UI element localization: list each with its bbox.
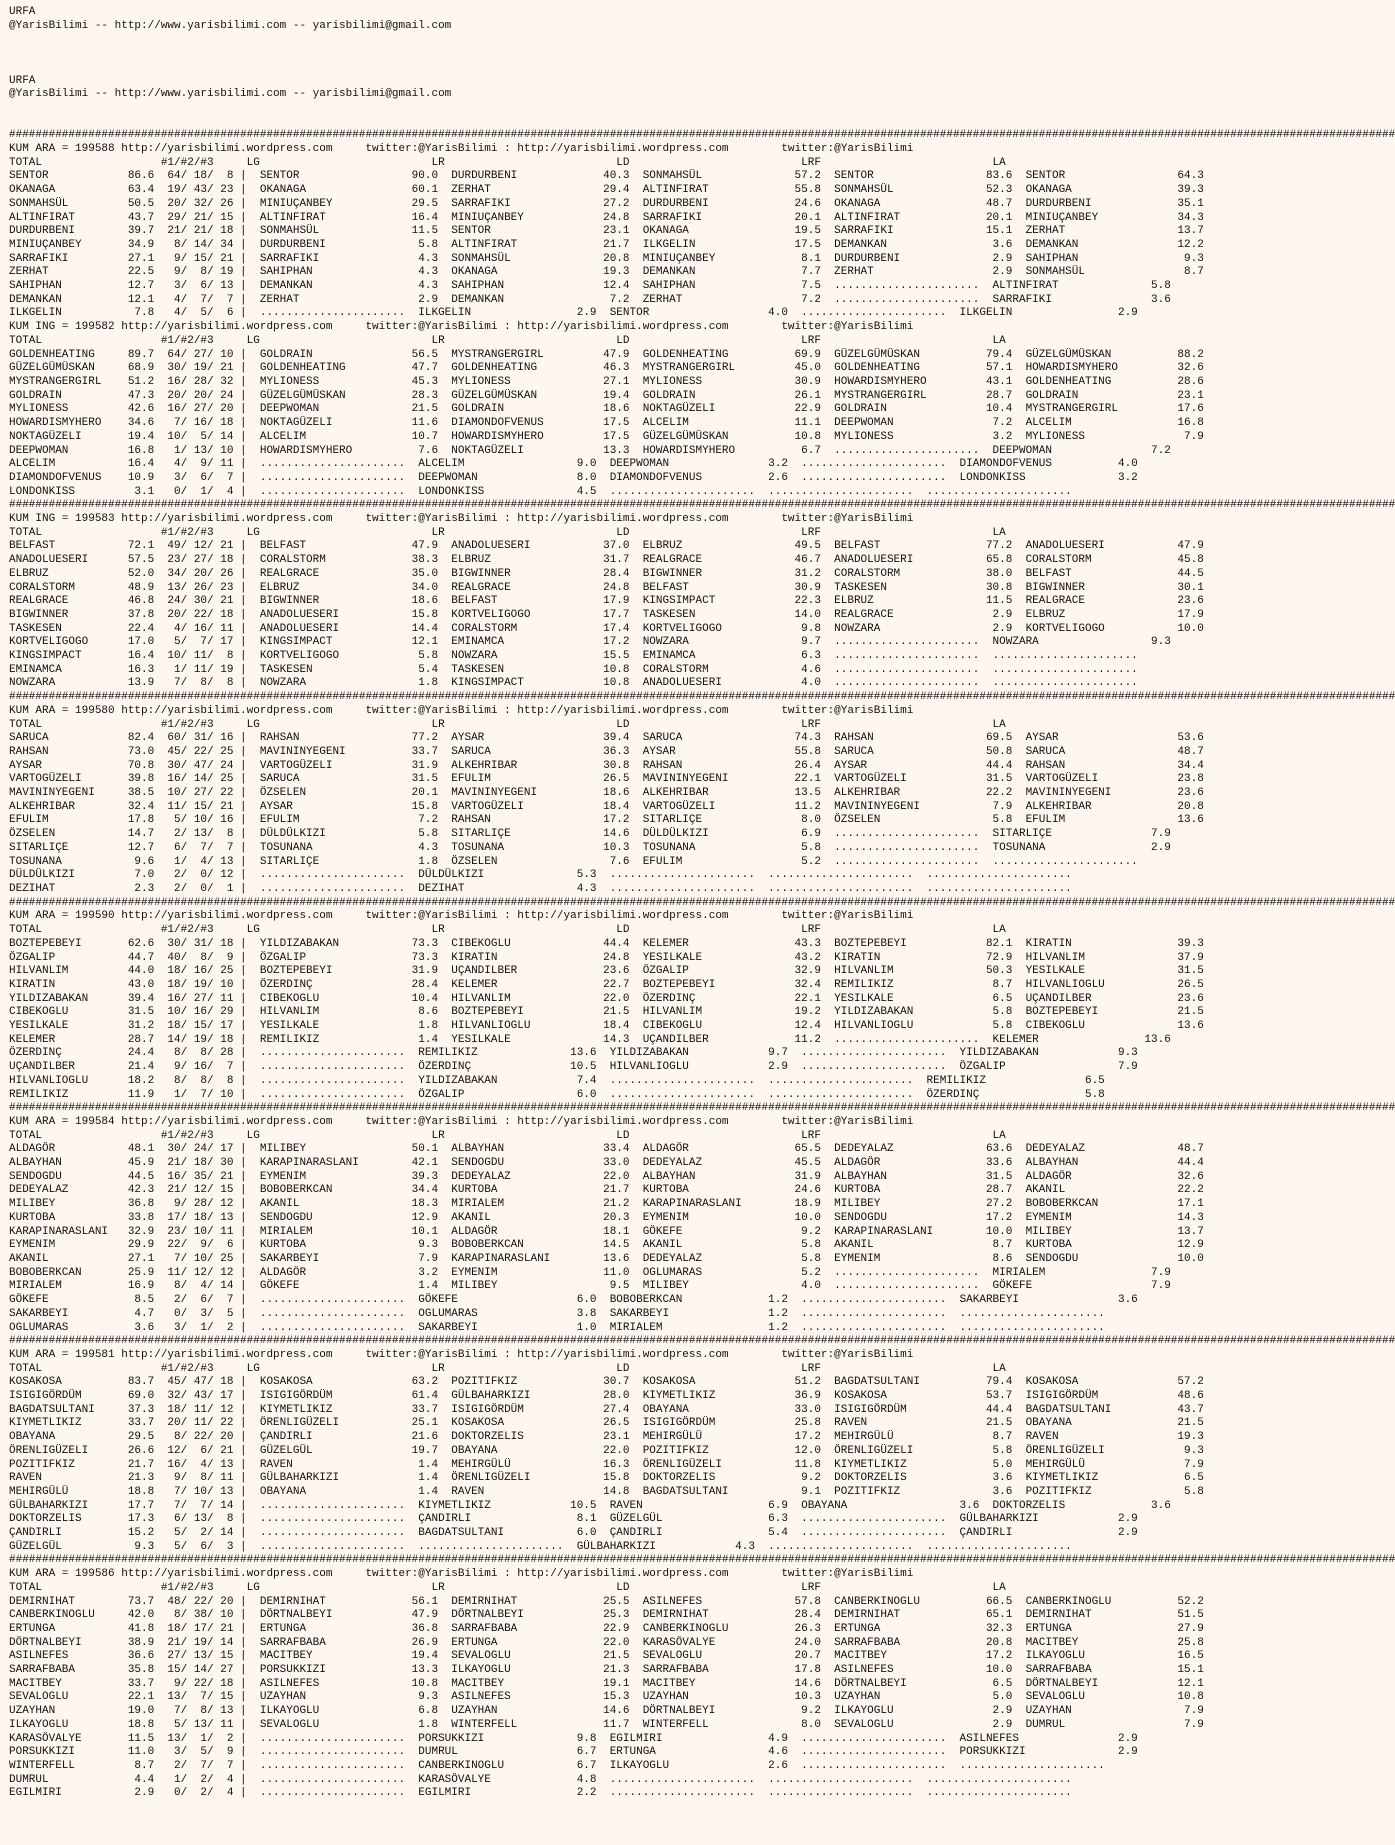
text-line: HILVANLIM 44.0 18/ 16/ 25 | BOZTEPEBEYI 31.9 UÇANDILBER 23.6 ÖZGALIP 32.9 HILVANLIM 50.3 YESILKALE 31.5	[9, 965, 1204, 978]
text-line: YESILKALE 31.2 18/ 15/ 17 | YESILKALE 1.8 HILVANLIOGLU 18.4 CIBEKOGLU 12.4 HILVANLIOGLU 5.8 CIBEKOGLU 13.6	[9, 1020, 1204, 1033]
text-line: KELEMER 28.7 14/ 19/ 18 | REMILIKIZ 1.4 YESILKALE 14.3 UÇANDILBER 11.2 ...................... KELEMER 13.6	[9, 1033, 1171, 1046]
text-line: MEHIRGÜLÜ 18.8 7/ 10/ 13 | OBAYANA 1.4 RAVEN 14.8 BAGDATSULTANI 9.1 POZITIFKIZ 3.6 POZITIFKIZ 5.8	[9, 1485, 1204, 1498]
text-line: KURTOBA 33.8 17/ 18/ 13 | SENDOGDU 12.9 AKANIL 20.3 EYMENIM 10.0 SENDOGDU 17.2 EYMENIM 14.3	[9, 1211, 1204, 1224]
text-line: KIRATIN 43.0 18/ 19/ 10 | ÖZERDINÇ 28.4 KELEMER 22.7 BOZTEPEBEYI 32.4 REMILIKIZ 8.7 HILVANLIOGLU 26.5	[9, 978, 1204, 991]
text-line: AKANIL 27.1 7/ 10/ 25 | SAKARBEYI 7.9 KARAPINARASLANI 13.6 DEDEYALAZ 5.8 EYMENIM 8.6 SENDOGDU 10.0	[9, 1252, 1204, 1265]
text-line: GOLDENHEATING 89.7 64/ 27/ 10 | GOLDRAIN 56.5 MYSTRANGERGIRL 47.9 GOLDENHEATING 69.9 GÜZELGÜMÜSKAN 79.4 GÜZELGÜMÜSKAN 88.2	[9, 348, 1204, 361]
column-header-line: TOTAL #1/#2/#3 LG LR LD LRF LA	[9, 1362, 1006, 1375]
race-header-line: KUM ARA = 199584 http://yarisbilimi.wordpress.com twitter:@YarisBilimi : http://yarisbilimi.wordpress.com twitter:@YarisBilimi	[9, 1115, 914, 1128]
text-line: UZAYHAN 19.0 7/ 8/ 13 | ILKAYOGLU 6.8 UZAYHAN 14.6 DÖRTNALBEYI 9.2 ILKAYOGLU 2.9 UZAYHAN 7.9	[9, 1705, 1204, 1718]
race-header-line: KUM ING = 199582 http://yarisbilimi.wordpress.com twitter:@YarisBilimi : http://yarisbilimi.wordpress.com twitter:@YarisBilimi	[9, 321, 914, 334]
text-line: TOSUNANA 9.6 1/ 4/ 13 | SITARLIÇE 1.8 ÖZSELEN 7.6 EFULIM 5.2 ...................... ......................	[9, 855, 1138, 868]
blank-line	[9, 61, 1080, 75]
text-line: BOBOBERKCAN 25.9 11/ 12/ 12 | ALDAGÖR 3.2 EYMENIM 11.0 OGLUMARAS 5.2 ...................... MIRIALEM 7.9	[9, 1266, 1171, 1279]
text-line: GOLDRAIN 47.3 20/ 20/ 24 | GÜZELGÜMÜSKAN 28.3 GÜZELGÜMÜSKAN 19.4 GOLDRAIN 26.1 MYSTRANGERGIRL 28.7 GOLDRAIN 23.1	[9, 389, 1204, 402]
separator-line: ##################################################################################################################################################################################################################	[9, 129, 1395, 142]
text-line: ALDAGÖR 48.1 30/ 24/ 17 | MILIBEY 50.1 ALBAYHAN 33.4 ALDAGÖR 65.5 DEDEYALAZ 63.6 DEDEYALAZ 48.7	[9, 1143, 1204, 1156]
text-line: DIAMONDOFVENUS 10.9 3/ 6/ 7 | ...................... DEEPWOMAN 8.0 DIAMONDOFVENUS 2.6 ...................... LONDONKISS 3.2	[9, 471, 1138, 484]
race-header-line: KUM ARA = 199588 http://yarisbilimi.wordpress.com twitter:@YarisBilimi : http://yarisbilimi.wordpress.com twitter:@YarisBilimi	[9, 143, 914, 156]
text-line: ÖZSELEN 14.7 2/ 13/ 8 | DÜLDÜLKIZI 5.8 SITARLIÇE 14.6 DÜLDÜLKIZI 6.9 ...................... SITARLIÇE 7.9	[9, 828, 1171, 841]
column-header-line: TOTAL #1/#2/#3 LG LR LD LRF LA	[9, 924, 1006, 937]
text-line: KIYMETLIKIZ 33.7 20/ 11/ 22 | ÖRENLIGÜZELI 25.1 KOSAKOSA 26.5 ISIGIGÖRDÜM 25.8 RAVEN 21.5 OBAYANA 21.5	[9, 1417, 1204, 1430]
text-line: ILKAYOGLU 18.8 5/ 13/ 11 | SEVALOGLU 1.8 WINTERFELL 11.7 WINTERFELL 8.0 SEVALOGLU 2.9 DUMRUL 7.9	[9, 1718, 1204, 1731]
text-line: ALCELIM 16.4 4/ 9/ 11 | ...................... ALCELIM 9.0 DEEPWOMAN 3.2 ...................... DIAMONDOFVENUS 4.0	[9, 458, 1138, 471]
text-line: BIGWINNER 37.8 20/ 22/ 18 | ANADOLUESERI 15.8 KORTVELIGOGO 17.7 TASKESEN 14.0 REALGRACE 2.9 ELBRUZ 17.9	[9, 608, 1204, 621]
blank-line	[9, 33, 1080, 47]
text-line: ISIGIGÖRDÜM 69.0 32/ 43/ 17 | ISIGIGÖRDÜM 61.4 GÜLBAHARKIZI 28.0 KIYMETLIKIZ 36.9 KOSAKOSA 53.7 ISIGIGÖRDÜM 48.6	[9, 1390, 1204, 1403]
text-line: EYMENIM 29.9 22/ 9/ 6 | KURTOBA 9.3 BOBOBERKCAN 14.5 AKANIL 5.8 AKANIL 8.7 KURTOBA 12.9	[9, 1239, 1204, 1252]
text-line: MILIBEY 36.8 9/ 28/ 12 | AKANIL 18.3 MIRIALEM 21.2 KARAPINARASLANI 18.9 MILIBEY 27.2 BOBOBERKCAN 17.1	[9, 1198, 1204, 1211]
text-line: ERTUNGA 41.8 18/ 17/ 21 | ERTUNGA 36.8 SARRAFBABA 22.9 CANBERKINOGLU 26.3 ERTUNGA 32.3 ERTUNGA 27.9	[9, 1622, 1204, 1635]
text-line: ZERHAT 22.5 9/ 8/ 19 | SAHIPHAN 4.3 OKANAGA 19.3 DEMANKAN 7.7 ZERHAT 2.9 SONMAHSÜL 8.7	[9, 266, 1204, 279]
text-line: GÜLBAHARKIZI 17.7 7/ 7/ 14 | ...................... KIYMETLIKIZ 10.5 RAVEN 6.9 OBAYANA 3.6 DOKTORZELIS 3.6	[9, 1499, 1171, 1512]
text-line: KARASÖVALYE 11.5 13/ 1/ 2 | ...................... PORSUKKIZI 9.8 EGILMIRI 4.9 ...................... ASILNEFES 2.9	[9, 1732, 1138, 1745]
text-line: DEMANKAN 12.1 4/ 7/ 7 | ZERHAT 2.9 DEMANKAN 7.2 ZERHAT 7.2 ...................... SARRAFIKI 3.6	[9, 293, 1171, 306]
text-line: OKANAGA 63.4 19/ 43/ 23 | OKANAGA 60.1 ZERHAT 29.4 ALTINFIRAT 55.8 SONMAHSÜL 52.3 OKANAGA 39.3	[9, 184, 1204, 197]
text-line: KORTVELIGOGO 17.0 5/ 7/ 17 | KINGSIMPACT 12.1 EMINAMCA 17.2 NOWZARA 9.7 ...................... NOWZARA 9.3	[9, 636, 1171, 649]
text-line: VARTOGÜZELI 39.8 16/ 14/ 25 | SARUCA 31.5 EFULIM 26.5 MAVININYEGENI 22.1 VARTOGÜZELI 31.5 VARTOGÜZELI 23.8	[9, 773, 1204, 786]
text-line: OBAYANA 29.5 8/ 22/ 20 | ÇANDIRLI 21.6 DOKTORZELIS 23.1 MEHIRGÜLÜ 17.2 MEHIRGÜLÜ 8.7 RAVEN 19.3	[9, 1431, 1204, 1444]
text-line: ÇANDIRLI 15.2 5/ 2/ 14 | ...................... BAGDATSULTANI 6.0 ÇANDIRLI 5.4 ...................... ÇANDIRLI 2.9	[9, 1527, 1138, 1540]
text-line: LONDONKISS 3.1 0/ 1/ 4 | ...................... LONDONKISS 4.5 ...................... ...................... ......................	[9, 485, 1072, 498]
text-line: GÜZELGÜMÜSKAN 68.9 30/ 19/ 21 | GOLDENHEATING 47.7 GOLDENHEATING 46.3 MYSTRANGERGIRL 45.0 GOLDENHEATING 57.1 HOWARDISMYHERO 32.6	[9, 362, 1204, 375]
text-line: BELFAST 72.1 49/ 12/ 21 | BELFAST 47.9 ANADOLUESERI 37.0 ELBRUZ 49.5 BELFAST 77.2 ANADOLUESERI 47.9	[9, 540, 1204, 553]
text-line: NOWZARA 13.9 7/ 8/ 8 | NOWZARA 1.8 KINGSIMPACT 10.8 ANADOLUESERI 4.0 ...................... ......................	[9, 677, 1138, 690]
text-line: UÇANDILBER 21.4 9/ 16/ 7 | ...................... ÖZERDINÇ 10.5 HILVANLIOGLU 2.9 ...................... ÖZGALIP 7.9	[9, 1061, 1138, 1074]
text-line: BOZTEPEBEYI 62.6 30/ 31/ 18 | YILDIZABAKAN 73.3 CIBEKOGLU 44.4 KELEMER 43.3 BOZTEPEBEYI 82.1 KIRATIN 39.3	[9, 937, 1204, 950]
text-line: DUMRUL 4.4 1/ 2/ 4 | ...................... KARASÖVALYE 4.8 ...................... ...................... ......................	[9, 1773, 1072, 1786]
text-line: SENTOR 86.6 64/ 18/ 8 | SENTOR 90.0 DURDURBENI 40.3 SONMAHSÜL 57.2 SENTOR 83.6 SENTOR 64.3	[9, 170, 1204, 183]
column-header-line: TOTAL #1/#2/#3 LG LR LD LRF LA	[9, 334, 1006, 347]
blank-line	[9, 102, 1080, 116]
text-line: MIRIALEM 16.9 8/ 4/ 14 | GÖKEFE 1.4 MILIBEY 9.5 MILIBEY 4.0 ...................... GÖKEFE 7.9	[9, 1280, 1171, 1293]
text-line: MYSTRANGERGIRL 51.2 16/ 28/ 32 | MYLIONESS 45.3 MYLIONESS 27.1 MYLIONESS 30.9 HOWARDISMYHERO 43.1 GOLDENHEATING 28.6	[9, 375, 1204, 388]
text-line: URFA	[9, 74, 36, 87]
text-line: REMILIKIZ 11.9 1/ 7/ 10 | ...................... ÖZGALIP 6.0 ...................... ...................... ÖZERDINÇ 5.8	[9, 1088, 1105, 1101]
text-line: @YarisBilimi -- http://www.yarisbilimi.com -- yarisbilimi@gmail.com	[9, 88, 452, 101]
text-line: GÖKEFE 8.5 2/ 6/ 7 | ...................... GÖKEFE 6.0 BOBOBERKCAN 1.2 ...................... SAKARBEYI 3.6	[9, 1294, 1138, 1307]
text-line: DEMIRNIHAT 73.7 48/ 22/ 20 | DEMIRNIHAT 56.1 DEMIRNIHAT 25.5 ASILNEFES 57.8 CANBERKINOGLU 66.5 CANBERKINOGLU 52.2	[9, 1595, 1204, 1608]
text-line: URFA	[9, 6, 36, 18]
text-line: MAVININYEGENI 38.5 10/ 27/ 22 | ÖZSELEN 20.1 MAVININYEGENI 18.6 ALKEHRIBAR 13.5 ALKEHRIBAR 22.2 MAVININYEGENI 23.6	[9, 787, 1204, 800]
race-header-line: KUM ARA = 199586 http://yarisbilimi.wordpress.com twitter:@YarisBilimi : http://yarisbilimi.wordpress.com twitter:@YarisBilimi	[9, 1568, 914, 1581]
blank-line	[9, 47, 1080, 61]
text-line: SAHIPHAN 12.7 3/ 6/ 13 | DEMANKAN 4.3 SAHIPHAN 12.4 SAHIPHAN 7.5 ...................... ALTINFIRAT 5.8	[9, 280, 1171, 293]
race-header-line: KUM ARA = 199590 http://yarisbilimi.wordpress.com twitter:@YarisBilimi : http://yarisbilimi.wordpress.com twitter:@YarisBilimi	[9, 910, 914, 923]
separator-line: ##################################################################################################################################################################################################################	[9, 1554, 1395, 1567]
text-line: POZITIFKIZ 21.7 16/ 4/ 13 | RAVEN 1.4 MEHIRGÜLÜ 16.3 ÖRENLIGÜZELI 11.8 KIYMETLIKIZ 5.0 MEHIRGÜLÜ 7.9	[9, 1458, 1204, 1471]
text-line: SITARLIÇE 12.7 6/ 7/ 7 | TOSUNANA 4.3 TOSUNANA 10.3 TOSUNANA 5.8 ...................... TOSUNANA 2.9	[9, 841, 1171, 854]
text-line: MYLIONESS 42.6 16/ 27/ 20 | DEEPWOMAN 21.5 GOLDRAIN 18.6 NOKTAGÜZELI 22.9 GOLDRAIN 10.4 MYSTRANGERGIRL 17.6	[9, 403, 1204, 416]
text-line: SEVALOGLU 22.1 13/ 7/ 15 | UZAYHAN 9.3 ASILNEFES 15.3 UZAYHAN 10.3 UZAYHAN 5.0 SEVALOGLU 10.8	[9, 1691, 1204, 1704]
text-line: DÖRTNALBEYI 38.9 21/ 19/ 14 | SARRAFBABA 26.9 ERTUNGA 22.0 KARASÖVALYE 24.0 SARRAFBABA 20.8 MACITBEY 25.8	[9, 1636, 1204, 1649]
text-line: NOKTAGÜZELI 19.4 10/ 5/ 14 | ALCELIM 10.7 HOWARDISMYHERO 17.5 GÜZELGÜMÜSKAN 10.8 MYLIONESS 3.2 MYLIONESS 7.9	[9, 430, 1204, 443]
separator-line: ##################################################################################################################################################################################################################	[9, 1102, 1395, 1115]
text-line: SARUCA 82.4 60/ 31/ 16 | RAHSAN 77.2 AYSAR 39.4 SARUCA 74.3 RAHSAN 69.5 AYSAR 53.6	[9, 732, 1204, 745]
text-line: PORSUKKIZI 11.0 3/ 5/ 9 | ...................... DUMRUL 6.7 ERTUNGA 4.6 ...................... PORSUKKIZI 2.9	[9, 1746, 1138, 1759]
text-line: AYSAR 70.8 30/ 47/ 24 | VARTOGÜZELI 31.9 ALKEHRIBAR 30.8 RAHSAN 26.4 AYSAR 44.4 RAHSAN 34.4	[9, 759, 1204, 772]
text-line: DEEPWOMAN 16.8 1/ 13/ 10 | HOWARDISMYHERO 7.6 NOKTAGÜZELI 13.3 HOWARDISMYHERO 6.7 ...................... DEEPWOMAN 7.2	[9, 444, 1171, 457]
text-line: ALBAYHAN 45.9 21/ 18/ 30 | KARAPINARASLANI 42.1 SENDOGDU 33.0 DEDEYALAZ 45.5 ALDAGÖR 33.6 ALBAYHAN 44.4	[9, 1157, 1204, 1170]
separator-line: ##################################################################################################################################################################################################################	[9, 691, 1395, 704]
text-line: RAHSAN 73.0 45/ 22/ 25 | MAVININYEGENI 33.7 SARUCA 36.3 AYSAR 55.8 SARUCA 50.8 SARUCA 48.7	[9, 745, 1204, 758]
text-line: CORALSTORM 48.9 13/ 26/ 23 | ELBRUZ 34.0 REALGRACE 24.8 BELFAST 30.9 TASKESEN 30.8 BIGWINNER 30.1	[9, 581, 1204, 594]
text-line: OGLUMARAS 3.6 3/ 1/ 2 | ...................... SAKARBEYI 1.0 MIRIALEM 1.2 ...................... ......................	[9, 1321, 1105, 1334]
race-header-line: KUM ING = 199583 http://yarisbilimi.wordpress.com twitter:@YarisBilimi : http://yarisbilimi.wordpress.com twitter:@YarisBilimi	[9, 513, 914, 526]
text-line: @YarisBilimi -- http://www.yarisbilimi.com -- yarisbilimi@gmail.com	[9, 19, 452, 32]
text-line: HOWARDISMYHERO 34.6 7/ 16/ 18 | NOKTAGÜZELI 11.6 DIAMONDOFVENUS 17.5 ALCELIM 11.1 DEEPWOMAN 7.2 ALCELIM 16.8	[9, 417, 1204, 430]
text-line: ELBRUZ 52.0 34/ 20/ 26 | REALGRACE 35.0 BIGWINNER 28.4 BIGWINNER 31.2 CORALSTORM 38.0 BELFAST 44.5	[9, 567, 1204, 580]
text-line: MINIUÇANBEY 34.9 8/ 14/ 34 | DURDURBENI 5.8 ALTINFIRAT 21.7 ILKGELIN 17.5 DEMANKAN 3.6 DEMANKAN 12.2	[9, 238, 1204, 251]
text-line: YILDIZABAKAN 39.4 16/ 27/ 11 | CIBEKOGLU 10.4 HILVANLIM 22.0 ÖZERDINÇ 22.1 YESILKALE 6.5 UÇANDILBER 23.6	[9, 992, 1204, 1005]
text-line: EMINAMCA 16.3 1/ 11/ 19 | TASKESEN 5.4 TASKESEN 10.8 CORALSTORM 4.6 ...................... ......................	[9, 663, 1138, 676]
text-line: WINTERFELL 8.7 2/ 7/ 7 | ...................... CANBERKINOGLU 6.7 ILKAYOGLU 2.6 ...................... ......................	[9, 1760, 1105, 1772]
race-header-line: KUM ARA = 199581 http://yarisbilimi.wordpress.com twitter:@YarisBilimi : http://yarisbilimi.wordpress.com twitter:@YarisBilimi	[9, 1348, 914, 1361]
column-header-line: TOTAL #1/#2/#3 LG LR LD LRF LA	[9, 1581, 1006, 1594]
column-header-line: TOTAL #1/#2/#3 LG LR LD LRF LA	[9, 718, 1006, 731]
text-line: DEDEYALAZ 42.3 21/ 12/ 15 | BOBOBERKCAN 34.4 KURTOBA 21.7 KURTOBA 24.6 KURTOBA 28.7 AKANIL 22.2	[9, 1184, 1204, 1197]
text-line: EGILMIRI 2.9 0/ 2/ 4 | ...................... EGILMIRI 2.2 ...................... ...................... ......................	[9, 1787, 1072, 1800]
text-line: EFULIM 17.8 5/ 10/ 16 | EFULIM 7.2 RAHSAN 17.2 SITARLIÇE 8.0 ÖZSELEN 5.8 EFULIM 13.6	[9, 814, 1204, 827]
text-line: ILKGELIN 7.8 4/ 5/ 6 | ...................... ILKGELIN 2.9 SENTOR 4.0 ...................... ILKGELIN 2.9	[9, 307, 1138, 320]
text-line: GÜZELGÜL 9.3 5/ 6/ 3 | ...................... ...................... GÜLBAHARKIZI 4.3 ...................... ......................	[9, 1540, 1072, 1553]
text-line: KOSAKOSA 83.7 45/ 47/ 18 | KOSAKOSA 63.2 POZITIFKIZ 30.7 KOSAKOSA 51.2 BAGDATSULTANI 79.4 KOSAKOSA 57.2	[9, 1376, 1204, 1389]
text-line: ÖRENLIGÜZELI 26.6 12/ 6/ 21 | GÜZELGÜL 19.7 OBAYANA 22.0 POZITIFKIZ 12.0 ÖRENLIGÜZELI 5.8 ÖRENLIGÜZELI 9.3	[9, 1444, 1204, 1457]
text-line: SONMAHSÜL 50.5 20/ 32/ 26 | MINIUÇANBEY 29.5 SARRAFIKI 27.2 DURDURBENI 24.6 OKANAGA 48.7 DURDURBENI 35.1	[9, 197, 1204, 210]
text-line: DEZIHAT 2.3 2/ 0/ 1 | ...................... DEZIHAT 4.3 ...................... ...................... ......................	[9, 883, 1072, 895]
separator-line: ##################################################################################################################################################################################################################	[9, 896, 1395, 909]
text-line: ÖZGALIP 44.7 40/ 8/ 9 | ÖZGALIP 73.3 KIRATIN 24.8 YESILKALE 43.2 KIRATIN 72.9 HILVANLIM 37.9	[9, 951, 1204, 964]
text-line: ÖZERDINÇ 24.4 8/ 8/ 28 | ...................... REMILIKIZ 13.6 YILDIZABAKAN 9.7 ...................... YILDIZABAKAN 9.3	[9, 1047, 1138, 1060]
text-line: DÜLDÜLKIZI 7.0 2/ 0/ 12 | ...................... DÜLDÜLKIZI 5.3 ...................... ...................... ......................	[9, 869, 1072, 882]
text-line: ALKEHRIBAR 32.4 11/ 15/ 21 | AYSAR 15.8 VARTOGÜZELI 18.4 VARTOGÜZELI 11.2 MAVININYEGENI 7.9 ALKEHRIBAR 20.8	[9, 800, 1204, 813]
text-line: KARAPINARASLANI 32.9 23/ 10/ 11 | MIRIALEM 10.1 ALDAGÖR 18.1 GÖKEFE 9.2 KARAPINARASLANI 10.0 MILIBEY 13.7	[9, 1225, 1204, 1238]
separator-line: ##################################################################################################################################################################################################################	[9, 1335, 1395, 1348]
column-header-line: TOTAL #1/#2/#3 LG LR LD LRF LA	[9, 156, 1006, 169]
text-line: REALGRACE 46.8 24/ 30/ 21 | BIGWINNER 18.6 BELFAST 17.9 KINGSIMPACT 22.3 ELBRUZ 11.5 REALGRACE 23.6	[9, 595, 1204, 608]
column-header-line: TOTAL #1/#2/#3 LG LR LD LRF LA	[9, 526, 1006, 539]
text-line: BAGDATSULTANI 37.3 18/ 11/ 12 | KIYMETLIKIZ 33.7 ISIGIGÖRDÜM 27.4 OBAYANA 33.0 ISIGIGÖRDÜM 44.4 BAGDATSULTANI 43.7	[9, 1403, 1204, 1416]
text-line: DOKTORZELIS 17.3 6/ 13/ 8 | ...................... ÇANDIRLI 8.1 GÜZELGÜL 6.3 ...................... GÜLBAHARKIZI 2.9	[9, 1513, 1138, 1526]
text-line: ANADOLUESERI 57.5 23/ 27/ 18 | CORALSTORM 38.3 ELBRUZ 31.7 REALGRACE 46.7 ANADOLUESERI 65.8 CORALSTORM 45.8	[9, 554, 1204, 567]
text-line: CIBEKOGLU 31.5 10/ 16/ 29 | HILVANLIM 8.6 BOZTEPEBEYI 21.5 HILVANLIM 19.2 YILDIZABAKAN 5.8 BOZTEPEBEYI 21.5	[9, 1006, 1204, 1019]
text-line: MACITBEY 33.7 9/ 22/ 18 | ASILNEFES 10.8 MACITBEY 19.1 MACITBEY 14.6 DÖRTNALBEYI 6.5 DÖRTNALBEYI 12.1	[9, 1677, 1204, 1690]
blank-line	[9, 116, 1080, 130]
text-line: RAVEN 21.3 9/ 8/ 11 | GÜLBAHARKIZI 1.4 ÖRENLIGÜZELI 15.8 DOKTORZELIS 9.2 DOKTORZELIS 3.6 KIYMETLIKIZ 6.5	[9, 1472, 1204, 1485]
text-line: ALTINFIRAT 43.7 29/ 21/ 15 | ALTINFIRAT 16.4 MINIUÇANBEY 24.8 SARRAFIKI 20.1 ALTINFIRAT 20.1 MINIUÇANBEY 34.3	[9, 211, 1204, 224]
text-line: DURDURBENI 39.7 21/ 21/ 18 | SONMAHSÜL 11.5 SENTOR 23.1 OKANAGA 19.5 SARRAFIKI 15.1 ZERHAT 13.7	[9, 225, 1204, 238]
text-line: TASKESEN 22.4 4/ 16/ 11 | ANADOLUESERI 14.4 CORALSTORM 17.4 KORTVELIGOGO 9.8 NOWZARA 2.9 KORTVELIGOGO 10.0	[9, 622, 1204, 635]
separator-line: ##################################################################################################################################################################################################################	[9, 499, 1395, 512]
text-line: SENDOGDU 44.5 16/ 35/ 21 | EYMENIM 39.3 DEDEYALAZ 22.0 ALBAYHAN 31.9 ALBAYHAN 31.5 ALDAGÖR 32.6	[9, 1170, 1204, 1183]
text-line: SARRAFIKI 27.1 9/ 15/ 21 | SARRAFIKI 4.3 SONMAHSÜL 20.8 MINIUÇANBEY 8.1 DURDURBENI 2.9 SAHIPHAN 9.3	[9, 252, 1204, 265]
text-line: SAKARBEYI 4.7 0/ 3/ 5 | ...................... OGLUMARAS 3.8 SAKARBEYI 1.2 ...................... ......................	[9, 1307, 1105, 1320]
text-line: HILVANLIOGLU 18.2 8/ 8/ 8 | ...................... YILDIZABAKAN 7.4 ...................... ...................... REMILIKIZ 6.5	[9, 1074, 1105, 1087]
text-line: KINGSIMPACT 16.4 10/ 11/ 8 | KORTVELIGOGO 5.8 NOWZARA 15.5 EMINAMCA 6.3 ...................... ......................	[9, 650, 1138, 663]
race-header-line: KUM ARA = 199580 http://yarisbilimi.wordpress.com twitter:@YarisBilimi : http://yarisbilimi.wordpress.com twitter:@YarisBilimi	[9, 704, 914, 717]
text-line: SARRAFBABA 35.8 15/ 14/ 27 | PORSUKKIZI 13.3 ILKAYOGLU 21.3 SARRAFBABA 17.8 ASILNEFES 10.0 SARRAFBABA 15.1	[9, 1664, 1204, 1677]
text-line: ASILNEFES 36.6 27/ 13/ 15 | MACITBEY 19.4 SEVALOGLU 21.5 SEVALOGLU 20.7 MACITBEY 17.2 ILKAYOGLU 16.5	[9, 1650, 1204, 1663]
text-line: CANBERKINOGLU 42.0 8/ 38/ 10 | DÖRTNALBEYI 47.9 DÖRTNALBEYI 25.3 DEMIRNIHAT 28.4 DEMIRNIHAT 65.1 DEMIRNIHAT 51.5	[9, 1609, 1204, 1622]
column-header-line: TOTAL #1/#2/#3 LG LR LD LRF LA	[9, 1129, 1006, 1142]
